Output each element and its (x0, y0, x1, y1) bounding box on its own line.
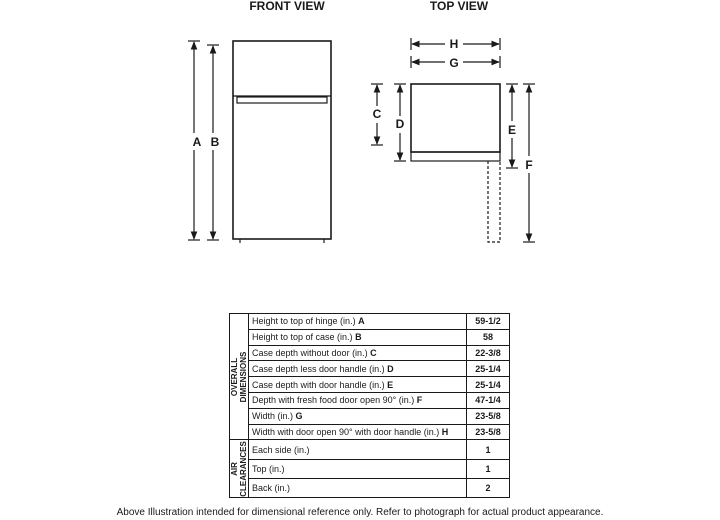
dimension-label-c: C (372, 107, 382, 121)
air-clearance-row (230, 440, 510, 459)
row-label-text: Height to top of hinge (in.) (252, 316, 356, 327)
row-value: 23-5/8 (467, 408, 510, 424)
dimension-label-f: F (525, 158, 533, 172)
overall-dimension-row (230, 392, 510, 408)
row-value: 1 (467, 440, 510, 459)
row-label-text: Width with door open 90° with door handle (in.) (252, 426, 440, 437)
overall-dimensions-group (230, 314, 249, 440)
row-label (249, 424, 467, 440)
row-value: 23-5/8 (467, 424, 510, 440)
dimension-label-b: B (210, 135, 220, 149)
row-label (249, 377, 467, 393)
row-dimension-letter: F (416, 395, 423, 406)
row-value: 25-1/4 (467, 377, 510, 393)
front-view-title: FRONT VIEW (249, 0, 325, 13)
row-dimension-letter: E (387, 379, 394, 390)
row-dimension-letter: D (387, 363, 394, 374)
overall-dimension-row (230, 329, 510, 345)
row-label (249, 361, 467, 377)
row-dimension-letter: G (295, 411, 303, 422)
overall-dimension-row (230, 314, 510, 330)
overall-dimension-row (230, 424, 510, 440)
row-label (249, 329, 467, 345)
overall-dimensions-label: OVERALL DIMENSIONS (230, 351, 248, 403)
row-dimension-letter: C (370, 347, 377, 358)
row-value: 58 (467, 329, 510, 345)
overall-dimension-row (230, 361, 510, 377)
row-label (249, 314, 467, 330)
air-clearance-row (230, 478, 510, 497)
air-clearances-group (230, 440, 249, 498)
row-label-text: Case depth with door handle (in.) (252, 379, 385, 390)
air-clearance-row (230, 459, 510, 478)
row-value: 59-1/2 (467, 314, 510, 330)
overall-dimension-row (230, 345, 510, 361)
dimension-label-h: H (449, 37, 459, 51)
row-label-text: Depth with fresh food door open 90° (in.) (252, 395, 415, 406)
row-dimension-letter: H (441, 426, 449, 437)
air-clearances-label: AIR CLEARANCES (230, 441, 248, 497)
row-label-text: Width (in.) (252, 411, 294, 422)
front-view-refrigerator (233, 41, 331, 243)
dimensions-table (229, 313, 510, 498)
top-view-refrigerator (411, 84, 500, 242)
row-label-text: Case depth less door handle (in.) (252, 363, 385, 374)
row-dimension-letter: B (355, 332, 362, 343)
row-label (249, 392, 467, 408)
row-value: 47-1/4 (467, 392, 510, 408)
row-value: 2 (467, 478, 510, 497)
overall-dimension-row (230, 408, 510, 424)
dimension-label-g: G (449, 56, 459, 70)
row-dimension-letter: A (358, 316, 365, 327)
row-value: 25-1/4 (467, 361, 510, 377)
row-label: Back (in.) (249, 478, 467, 497)
top-view-title: TOP VIEW (429, 0, 489, 13)
row-label (249, 345, 467, 361)
row-value: 22-3/8 (467, 345, 510, 361)
row-label-text: Height to top of case (in.) (252, 332, 353, 343)
dimension-label-a: A (192, 135, 202, 149)
dimension-label-e: E (507, 123, 517, 137)
row-label: Each side (in.) (249, 440, 467, 459)
row-label: Top (in.) (249, 459, 467, 478)
dimension-label-d: D (395, 117, 405, 131)
row-value: 1 (467, 459, 510, 478)
row-label-text: Case depth without door (in.) (252, 347, 368, 358)
overall-dimension-row (230, 377, 510, 393)
footnote: Above Illustration intended for dimensional reference only. Refer to photograph for actual product appearance. (116, 507, 604, 518)
row-label (249, 408, 467, 424)
